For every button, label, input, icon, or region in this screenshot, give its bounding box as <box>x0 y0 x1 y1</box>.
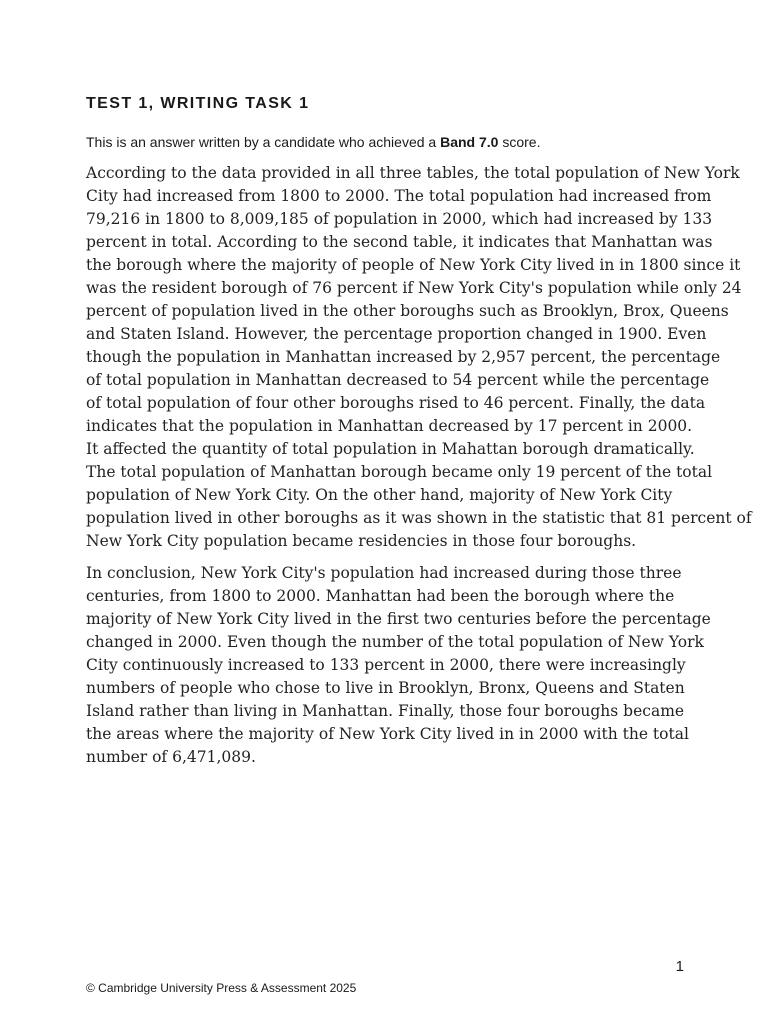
answer-line: percent in total. According to the second table, it indicates that Manhattan was <box>86 233 713 251</box>
answer-line: was the resident borough of 76 percent if New York City's population while only 24 <box>86 279 742 297</box>
answer-line: 79,216 in 1800 to 8,009,185 of population in 2000, which had increased by 133 <box>86 210 713 228</box>
answer-line: population lived in other boroughs as it was shown in the statistic that 81 percent of <box>86 509 752 527</box>
answer-line: majority of New York City lived in the first two centuries before the percentage <box>86 610 711 628</box>
answer-line: The total population of Manhattan borough became only 19 percent of the total <box>86 463 713 481</box>
intro-text-after: score. <box>498 134 541 150</box>
answer-line: though the population in Manhattan increased by 2,957 percent, the percentage <box>86 348 721 366</box>
answer-line: the borough where the majority of people of New York City lived in in 1800 since it <box>86 256 741 274</box>
answer-line: It affected the quantity of total population in Mahattan borough dramatically. <box>86 440 695 458</box>
answer-line: numbers of people who chose to live in Brooklyn, Bronx, Queens and Staten <box>86 679 685 697</box>
candidate-answer <box>86 162 752 778</box>
answer-line: and Staten Island. However, the percentage proportion changed in 1900. Even <box>86 325 707 343</box>
page-number: 1 <box>675 958 684 975</box>
answer-line: New York City population became residencies in those four boroughs. <box>86 532 637 550</box>
intro-text <box>86 134 540 150</box>
answer-line: percent of population lived in the other boroughs such as Brooklyn, Brox, Queens <box>86 302 729 320</box>
answer-line: number of 6,471,089. <box>86 748 256 766</box>
answer-paragraph-1 <box>86 162 752 553</box>
answer-line: indicates that the population in Manhattan decreased by 17 percent in 2000. <box>86 417 693 435</box>
answer-line: In conclusion, New York City's population had increased during those three <box>86 564 682 582</box>
answer-line: population of New York City. On the other hand, majority of New York City <box>86 486 673 504</box>
answer-line: of total population in Manhattan decreased to 54 percent while the percentage <box>86 371 710 389</box>
answer-line: changed in 2000. Even though the number of the total population of New York <box>86 633 704 651</box>
answer-line: of total population of four other boroughs rised to 46 percent. Finally, the data <box>86 394 706 412</box>
answer-line: Island rather than living in Manhattan. Finally, those four boroughs became <box>86 702 685 720</box>
answer-line: City had increased from 1800 to 2000. The total population had increased from <box>86 187 712 205</box>
intro-text-before: This is an answer written by a candidate who achieved a <box>86 134 441 150</box>
answer-line: According to the data provided in all three tables, the total population of New York <box>86 164 740 182</box>
answer-line: centuries, from 1800 to 2000. Manhattan had been the borough where the <box>86 587 675 605</box>
answer-paragraph-2 <box>86 562 711 769</box>
copyright-notice: © Cambridge University Press & Assessment 2025 <box>86 981 357 995</box>
answer-line: City continuously increased to 133 percent in 2000, there were increasingly <box>86 656 686 674</box>
answer-line: the areas where the majority of New York City lived in in 2000 with the total <box>86 725 689 743</box>
page-title: TEST 1, WRITING TASK 1 <box>86 95 310 112</box>
band-score: Band 7.0 <box>440 134 499 150</box>
